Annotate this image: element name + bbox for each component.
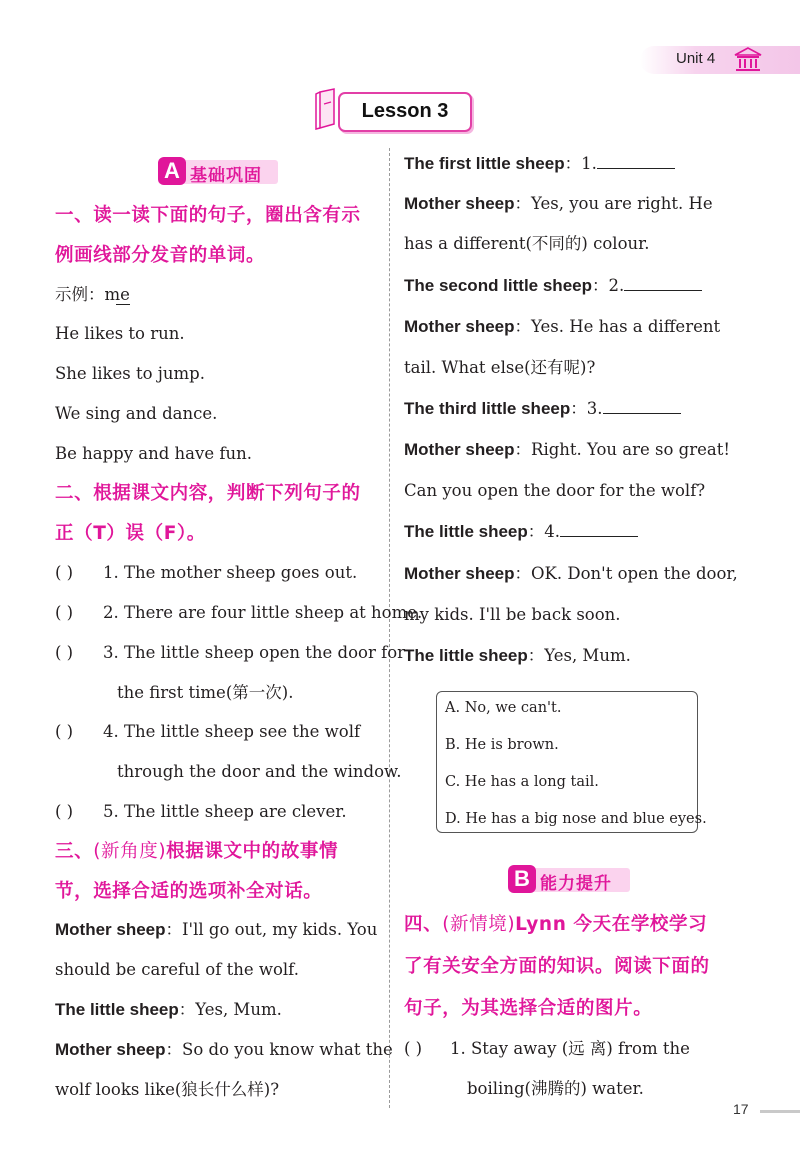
section-a-letter: A bbox=[158, 157, 186, 185]
column-divider bbox=[389, 148, 390, 1108]
speaker-little-sheep: The little sheep bbox=[55, 1000, 179, 1019]
dialogue-line-9-cont: Can you open the door for the wolf? bbox=[404, 481, 706, 500]
section-b-badge bbox=[508, 868, 630, 892]
q1-heading-line2: 例画线部分发音的单词。 bbox=[55, 245, 266, 266]
q4-heading-pre: 四、 bbox=[404, 914, 443, 935]
q4-answer-paren-1[interactable]: ( ) bbox=[404, 1039, 423, 1058]
section-b-title: 能力提升 bbox=[540, 874, 612, 894]
q1-example-word: me bbox=[104, 285, 130, 304]
speaker-third-little-sheep: The third little sheep bbox=[404, 399, 571, 418]
q2-heading-line2: 正（T）误（F）。 bbox=[55, 523, 206, 544]
q1-example bbox=[55, 285, 130, 305]
q1-sentence-3: We sing and dance. bbox=[55, 404, 218, 423]
speaker-little-sheep: The little sheep bbox=[404, 522, 528, 541]
section-a-badge bbox=[158, 160, 278, 184]
q2-answer-paren-1[interactable]: ( ) bbox=[55, 563, 74, 582]
q2-item-4: 4. The little sheep see the wolf bbox=[103, 722, 361, 741]
speaker-first-little-sheep: The first little sheep bbox=[404, 154, 565, 173]
option-b: B. He is brown. bbox=[445, 737, 559, 753]
q2-item-3-cont: the first time(第一次). bbox=[117, 683, 294, 702]
q2-heading-line1: 二、根据课文内容，判断下列句子的 bbox=[55, 483, 361, 504]
q2-answer-paren-2[interactable]: ( ) bbox=[55, 603, 74, 622]
options-box bbox=[436, 691, 707, 833]
q2-answer-paren-5[interactable]: ( ) bbox=[55, 802, 74, 821]
q4-heading-line1 bbox=[404, 914, 707, 936]
option-d: D. He has a big nose and blue eyes. bbox=[445, 811, 707, 827]
q4-item-1-cont: boiling(沸腾的) water. bbox=[467, 1079, 644, 1098]
q2-item-4-cont: through the door and the window. bbox=[117, 762, 402, 781]
lesson-title-box bbox=[338, 92, 472, 132]
blank-3[interactable] bbox=[603, 399, 681, 414]
unit-label: Unit 4 bbox=[676, 50, 716, 67]
q1-sentence-1: He likes to run. bbox=[55, 324, 185, 343]
speaker-mother: Mother sheep bbox=[55, 1040, 166, 1059]
page-number: 17 bbox=[733, 1101, 749, 1117]
q3-heading-pre: 三、 bbox=[55, 841, 94, 862]
dialogue-line-8: The third little sheep：3. bbox=[404, 399, 681, 419]
q4-heading-tag: (新情境) bbox=[442, 914, 516, 935]
q3-heading-post: 根据课文中的故事情 bbox=[166, 841, 339, 862]
section-a-title: 基础巩固 bbox=[190, 166, 262, 186]
dialogue-line-12: The little sheep：Yes, Mum. bbox=[404, 646, 631, 665]
speaker-little-sheep: The little sheep bbox=[404, 646, 528, 665]
speaker-mother: Mother sheep bbox=[404, 194, 515, 213]
unit-tab bbox=[640, 46, 800, 74]
section-b-letter: B bbox=[508, 865, 536, 893]
dialogue-line-5-cont: has a different(不同的) colour. bbox=[404, 234, 650, 253]
q4-heading-line3: 句子，为其选择合适的图片。 bbox=[404, 998, 653, 1019]
q2-item-3: 3. The little sheep open the door for bbox=[103, 643, 406, 662]
speaker-mother: Mother sheep bbox=[404, 564, 515, 583]
dialogue-line-3-cont: wolf looks like(狼长什么样)? bbox=[55, 1080, 280, 1099]
q4-heading-line2: 了有关安全方面的知识。阅读下面的 bbox=[404, 956, 710, 977]
q1-sentence-2: She likes to jump. bbox=[55, 364, 205, 383]
dialogue-line-11-cont: my kids. I'll be back soon. bbox=[404, 605, 621, 624]
speaker-mother: Mother sheep bbox=[404, 317, 515, 336]
blank-4[interactable] bbox=[560, 522, 638, 537]
q1-example-label: 示例： bbox=[55, 285, 105, 304]
dialogue-line-7-cont: tail. What else(还有呢)? bbox=[404, 358, 596, 377]
q2-answer-paren-4[interactable]: ( ) bbox=[55, 722, 74, 741]
q3-heading-line2: 节，选择合适的选项补全对话。 bbox=[55, 881, 323, 902]
q4-heading-post: Lynn 今天在学校学习 bbox=[515, 914, 708, 935]
dialogue-line-7: Mother sheep：Yes. He has a different bbox=[404, 317, 721, 336]
dialogue-line-3: Mother sheep：So do you know what the bbox=[55, 1040, 393, 1059]
q2-item-5: 5. The little sheep are clever. bbox=[103, 802, 347, 821]
option-a: A. No, we can't. bbox=[445, 700, 562, 716]
q4-item-1: 1. Stay away (远 离) from the bbox=[450, 1039, 690, 1058]
dialogue-line-2: The little sheep：Yes, Mum. bbox=[55, 1000, 282, 1019]
lesson-title: Lesson 3 bbox=[361, 100, 449, 122]
speaker-mother: Mother sheep bbox=[404, 440, 515, 459]
q2-item-1: 1. The mother sheep goes out. bbox=[103, 563, 358, 582]
dialogue-line-1-cont: should be careful of the wolf. bbox=[55, 960, 299, 979]
dialogue-line-4: The first little sheep：1. bbox=[404, 154, 675, 174]
page-number-rule bbox=[760, 1110, 800, 1113]
blank-2[interactable] bbox=[624, 276, 702, 291]
speaker-second-little-sheep: The second little sheep bbox=[404, 276, 592, 295]
dialogue-line-1: Mother sheep：I'll go out, my kids. You bbox=[55, 920, 378, 939]
dialogue-line-9: Mother sheep：Right. You are so great! bbox=[404, 440, 730, 459]
blank-1[interactable] bbox=[597, 154, 675, 169]
dialogue-line-5: Mother sheep：Yes, you are right. He bbox=[404, 194, 713, 213]
option-c: C. He has a long tail. bbox=[445, 774, 599, 790]
speaker-mother: Mother sheep bbox=[55, 920, 166, 939]
q2-item-2: 2. There are four little sheep at home. bbox=[103, 603, 423, 622]
q3-heading-line1 bbox=[55, 841, 338, 863]
dialogue-line-10: The little sheep：4. bbox=[404, 522, 638, 542]
building-icon bbox=[734, 47, 762, 77]
dialogue-line-6: The second little sheep：2. bbox=[404, 276, 702, 296]
q1-sentence-4: Be happy and have fun. bbox=[55, 444, 252, 463]
q1-heading-line1: 一、读一读下面的句子，圈出含有示 bbox=[55, 205, 361, 226]
q3-heading-tag: (新角度) bbox=[93, 841, 167, 862]
q2-answer-paren-3[interactable]: ( ) bbox=[55, 643, 74, 662]
dialogue-line-11: Mother sheep：OK. Don't open the door, bbox=[404, 564, 738, 583]
